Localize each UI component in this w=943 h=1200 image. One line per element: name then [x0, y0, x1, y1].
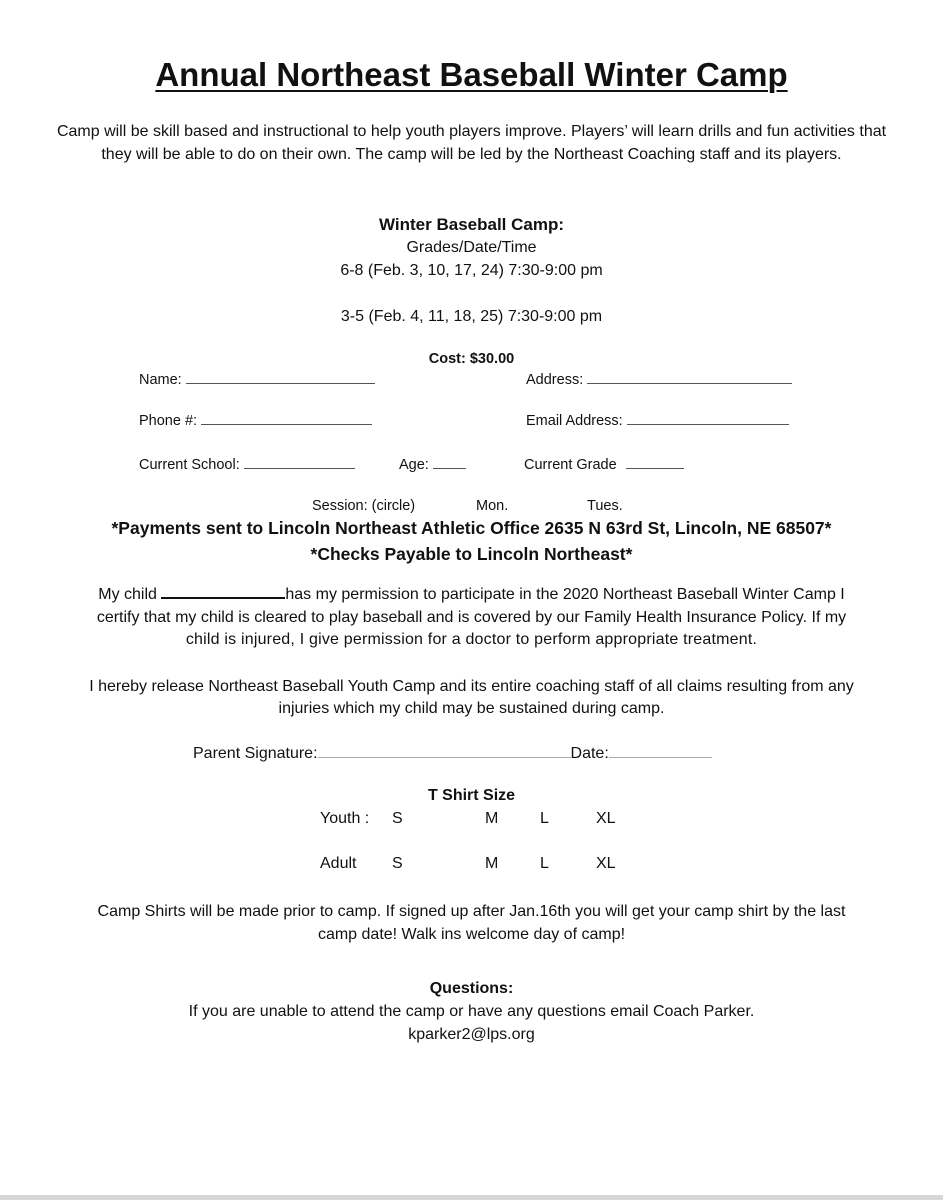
parent-signature-blank[interactable] [318, 745, 571, 758]
grade-blank[interactable] [626, 456, 684, 469]
name-label: Name: [139, 372, 182, 388]
phone-field[interactable] [139, 412, 372, 429]
session-grades-6-8: 6-8 (Feb. 3, 10, 17, 24) 7:30-9:00 pm [340, 262, 603, 279]
adult-size-l[interactable]: L [540, 855, 549, 872]
intro-paragraph: Camp will be skill based and instructional to help youth players improve. Players’ will learn drills and fun activities that they will be able to do on their own. The camp will be led by the Northeast Coaching staff and its players. [56, 123, 887, 163]
checks-payable: *Checks Payable to Lincoln Northeast* [310, 544, 633, 564]
email-blank[interactable] [627, 412, 789, 425]
phone-blank[interactable] [201, 412, 372, 425]
grade-label: Current Grade [524, 457, 617, 473]
child-name-blank[interactable] [161, 584, 285, 599]
name-field[interactable] [139, 371, 375, 388]
school-blank[interactable] [244, 456, 355, 469]
school-field[interactable] [139, 456, 355, 473]
email-field[interactable] [526, 412, 789, 429]
shirts-note-line-1: Camp Shirts will be made prior to camp. If signed up after Jan.16th you will get your camp shirt by the last [97, 903, 846, 920]
session-label: Session: (circle) [312, 498, 416, 514]
youth-size-s[interactable]: S [392, 810, 403, 827]
parent-signature-label: Parent Signature: [193, 745, 318, 762]
schedule-heading: Winter Baseball Camp: [379, 215, 564, 234]
release-line-1: I hereby release Northeast Baseball Youth Camp and its entire coaching staff of all claims resulting from any [89, 678, 854, 695]
page-title: Annual Northeast Baseball Winter Camp [155, 56, 788, 93]
youth-label: Youth : [320, 810, 370, 827]
adult-size-m[interactable]: M [485, 855, 499, 872]
session-option-mon[interactable]: Mon. [476, 498, 509, 514]
signature-row [193, 745, 712, 763]
session-grades-3-5: 3-5 (Feb. 4, 11, 18, 25) 7:30-9:00 pm [340, 308, 603, 325]
youth-size-m[interactable]: M [485, 810, 499, 827]
contact-email[interactable]: kparker2@lps.org [408, 1026, 535, 1043]
adult-label: Adult [320, 855, 357, 872]
age-field[interactable] [399, 456, 466, 473]
address-label: Address: [526, 372, 584, 388]
youth-size-xl[interactable]: XL [596, 810, 616, 827]
grade-field[interactable] [524, 456, 684, 473]
adult-size-s[interactable]: S [392, 855, 403, 872]
date-label: Date: [570, 745, 609, 762]
permission-line-2: certify that my child is cleared to play baseball and is covered by our Family Health Insurance Policy. If my [96, 609, 847, 626]
questions-heading: Questions: [429, 980, 514, 997]
adult-size-xl[interactable]: XL [596, 855, 616, 872]
page-bottom-edge [0, 1195, 943, 1200]
address-field[interactable] [526, 371, 792, 388]
address-blank[interactable] [587, 371, 792, 384]
age-label: Age: [399, 457, 429, 473]
cost: Cost: $30.00 [428, 351, 515, 367]
schedule-subheading: Grades/Date/Time [406, 239, 537, 256]
session-option-tues[interactable]: Tues. [587, 498, 623, 514]
permission-line-3: child is injured, I give permission for a doctor to perform appropriate treatment. [185, 631, 758, 648]
age-blank[interactable] [433, 456, 466, 469]
payment-address: *Payments sent to Lincoln Northeast Athletic Office 2635 N 63rd St, Lincoln, NE 68507* [111, 518, 832, 538]
release-line-2: injuries which my child may be sustained during camp. [278, 700, 665, 717]
phone-label: Phone #: [139, 413, 198, 429]
youth-size-l[interactable]: L [540, 810, 549, 827]
school-label: Current School: [139, 457, 240, 473]
questions-text: If you are unable to attend the camp or have any questions email Coach Parker. [188, 1003, 755, 1020]
name-blank[interactable] [186, 371, 375, 384]
date-blank[interactable] [609, 745, 712, 758]
permission-text-1: has my permission to participate in the 2020 Northeast Baseball Winter Camp I [285, 586, 845, 603]
email-label: Email Address: [526, 413, 623, 429]
permission-prefix: My child [98, 586, 162, 603]
permission-line-1 [0, 584, 943, 606]
shirts-note-line-2: camp date! Walk ins welcome day of camp! [317, 926, 626, 943]
tshirt-heading: T Shirt Size [427, 787, 516, 804]
